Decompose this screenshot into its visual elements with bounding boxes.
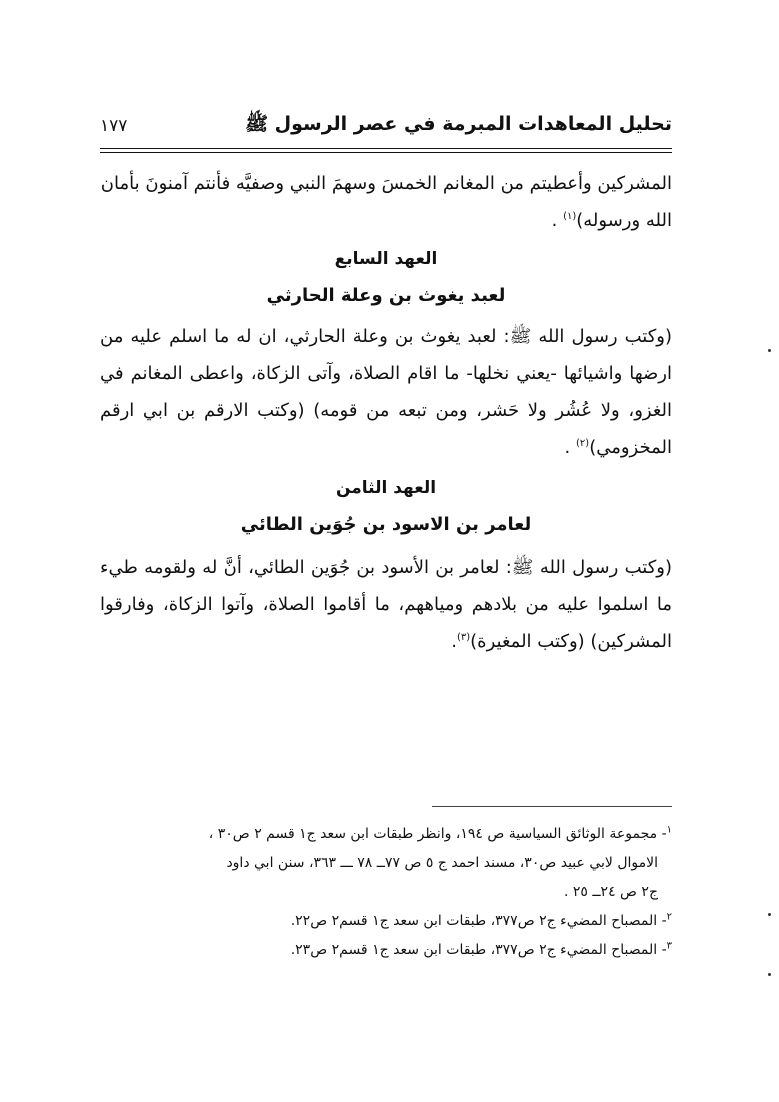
treaty7-text: (وكتب رسول الله ﷺ: لعبد يغوث بن وعلة الحارثي، ان له ما اسلم عليه من ارضها واشيائها -يعني نخلها- ما اقام الصلاة، وآتى الزكاة، واعطى المغانم في الغزو، ولا عُشُر ولا حَشر، ومن تبعه من قومه) (وكتب الارقم بن ابي ارقم المخزومي) [100, 326, 672, 458]
footnote-1-number: ١ [666, 824, 672, 836]
treaty8-title: العهد الثامن [335, 478, 437, 498]
treaty8-subtitle: لعامر بن الاسود بن جُوَين الطائي [240, 514, 532, 535]
header-rule-thin [100, 152, 672, 153]
footnote-3-number: ٣ [666, 940, 672, 952]
footnote-1-text-1: - مجموعة الوثائق السياسية ص ١٩٤، وانظر طبقات ابن سعد ج١ قسم ٢ ص٣٠ ، [208, 826, 667, 842]
footnote-2 [100, 907, 672, 936]
header-rule-thick [100, 148, 672, 149]
scan-speck [768, 913, 771, 916]
intro-line-2 [100, 202, 672, 239]
header-title: تحليل المعاهدات المبرمة في عصر الرسول ﷺ [245, 113, 672, 135]
footnote-ref-1: (١) [563, 211, 577, 222]
footnote-3 [100, 936, 672, 965]
footnote-ref-3: (٣) [456, 632, 471, 643]
treaty8-paragraph [100, 549, 672, 660]
footnote-1-line-2: الاموال لابي عبيد ص٣٠، مسند احمد ج ٥ ص ٧٧ــ ٧٨ ـــ ٣٦٣، سنن ابي داود [226, 855, 658, 871]
scan-speck [768, 973, 771, 976]
treaty7-paragraph [100, 318, 672, 466]
footnote-1-line-1 [100, 820, 672, 849]
footnote-ref-2: (٢) [576, 438, 590, 449]
footnote-2-text: - المصباح المضيء ج٢ ص٣٧٧، طبقات ابن سعد ج١ قسم٢ ص٢٢. [290, 913, 667, 929]
intro-text: الله ورسوله) [576, 210, 672, 231]
treaty7-end: . [564, 437, 576, 458]
footnote-separator [432, 806, 672, 807]
scan-speck [768, 349, 771, 352]
footnote-2-number: ٢ [666, 911, 672, 923]
intro-paragraph [100, 165, 672, 239]
intro-end: . [551, 210, 564, 231]
footnotes [100, 820, 672, 965]
treaty8-end: . [451, 631, 457, 652]
treaty8-text: (وكتب رسول الله ﷺ: لعامر بن الأسود بن جُوَين الطائي، أنَّ له ولقومه طيء ما اسلموا عليه من بلادهم ومياههم، ما أقاموا الصلاة، وآتوا الزكاة، وفارقوا المشركين) (وكتب المغيرة) [100, 557, 672, 652]
intro-line-1: المشركين وأعطيتم من المغانم الخمسَ وسهمَ النبي وصفيَّه فأنتم آمنونَ بأمان [100, 173, 672, 194]
footnote-3-text: - المصباح المضيء ج٢ ص٣٧٧، طبقات ابن سعد ج١ قسم٢ ص٢٣. [290, 942, 667, 958]
treaty7-title: العهد السابع [334, 249, 438, 269]
treaty7-subtitle: لعبد يغوث بن وعلة الحارثي [266, 285, 506, 306]
footnote-1-line-3: ج٢ ص ٢٤ــ ٢٥ . [563, 884, 658, 900]
page-number: ١٧٧ [100, 116, 128, 136]
running-header [100, 108, 672, 144]
